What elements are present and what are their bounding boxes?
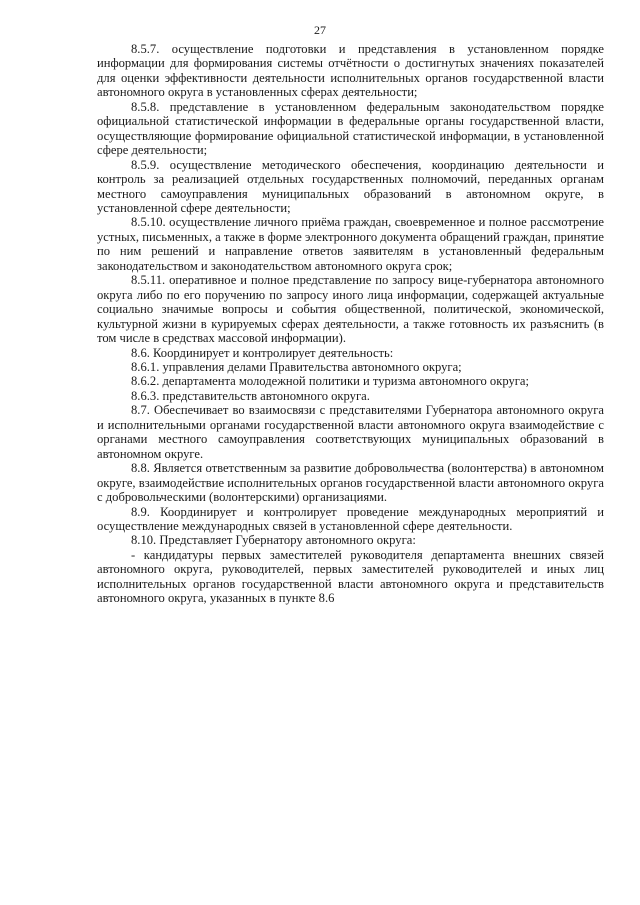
paragraph-8-6-2: 8.6.2. департамента молодежной политики и туризма автономного округа;: [131, 374, 529, 389]
paragraph-8-5-9: 8.5.9. осуществление методического обеспечения, координацию деятельности и контроль за реализацией отдельных государственных полномочий, переданных органам местного самоуправления муниципальных образований в автономном округе, в установленной сфере деятельности;: [97, 157, 604, 215]
paragraph-8-10: 8.10. Представляет Губернатору автономного округа:: [131, 533, 416, 548]
paragraph-8-10-list-item: - кандидатуры первых заместителей руководителя департамента внешних связей автономного округа, руководителей, первых заместителей руководителей и иных лиц исполнительных органов государственной власти автономного округа и представительств автономного округа, указанных в пункте 8.6: [97, 547, 604, 606]
paragraph-8-5-11: 8.5.11. оперативное и полное представление по запросу вице-губернатора автономного округа либо по его поручению по запросу иного лица информации, содержащей актуальные социально значимые вопросы и события общественной, политической, экономической, культурной жизни в курируемых сферах деятельности, а также готовность их разъяснить (в том числе в средствах массовой информации).: [97, 273, 604, 346]
page-number: 27: [314, 23, 326, 37]
paragraph-8-6-3: 8.6.3. представительств автономного округа.: [131, 388, 370, 403]
paragraph-8-5-7: 8.5.7. осуществление подготовки и представления в установленном порядке информации для формирования системы отчётности о достигнутых значениях показателей для оценки эффективности деятельности исполнительных органов государственной власти автономного округа в установленных сферах деятельности;: [97, 42, 604, 100]
paragraph-8-6-1: 8.6.1. управления делами Правительства автономного округа;: [131, 359, 462, 374]
paragraph-8-6: 8.6. Координирует и контролирует деятельность:: [131, 345, 394, 360]
paragraph-8-5-8: 8.5.8. представление в установленном федеральным законодательством порядке официальной статистической информации в федеральные органы государственной власти, осуществляющие формирование официальной статистической информации, в установленной сфере деятельности;: [97, 99, 604, 158]
document-body: [97, 42, 604, 606]
paragraph-8-9: 8.9. Координирует и контролирует проведение международных мероприятий и осуществление международных связей в установленной сфере деятельности.: [97, 504, 604, 533]
paragraph-8-5-10: 8.5.10. осуществление личного приёма граждан, своевременное и полное рассмотрение устных, письменных, а также в форме электронного документа обращений граждан, принятие по ним решений и направление ответов заявителям в установленный федеральным законодательством и законодательством автономного округа срок;: [97, 215, 604, 273]
paragraph-8-8: 8.8. Является ответственным за развитие добровольчества (волонтерства) в автономном округе, взаимодействие исполнительных органов государственной власти автономного округа с добровольческими (волонтерскими) организациями.: [97, 461, 604, 505]
paragraph-8-7: 8.7. Обеспечивает во взаимосвязи с представителями Губернатора автономного округа и исполнительными органами государственной власти автономного округа взаимодействие с органами местного самоуправления соответствующих муниципальных образований в автономном округе.: [97, 403, 604, 461]
